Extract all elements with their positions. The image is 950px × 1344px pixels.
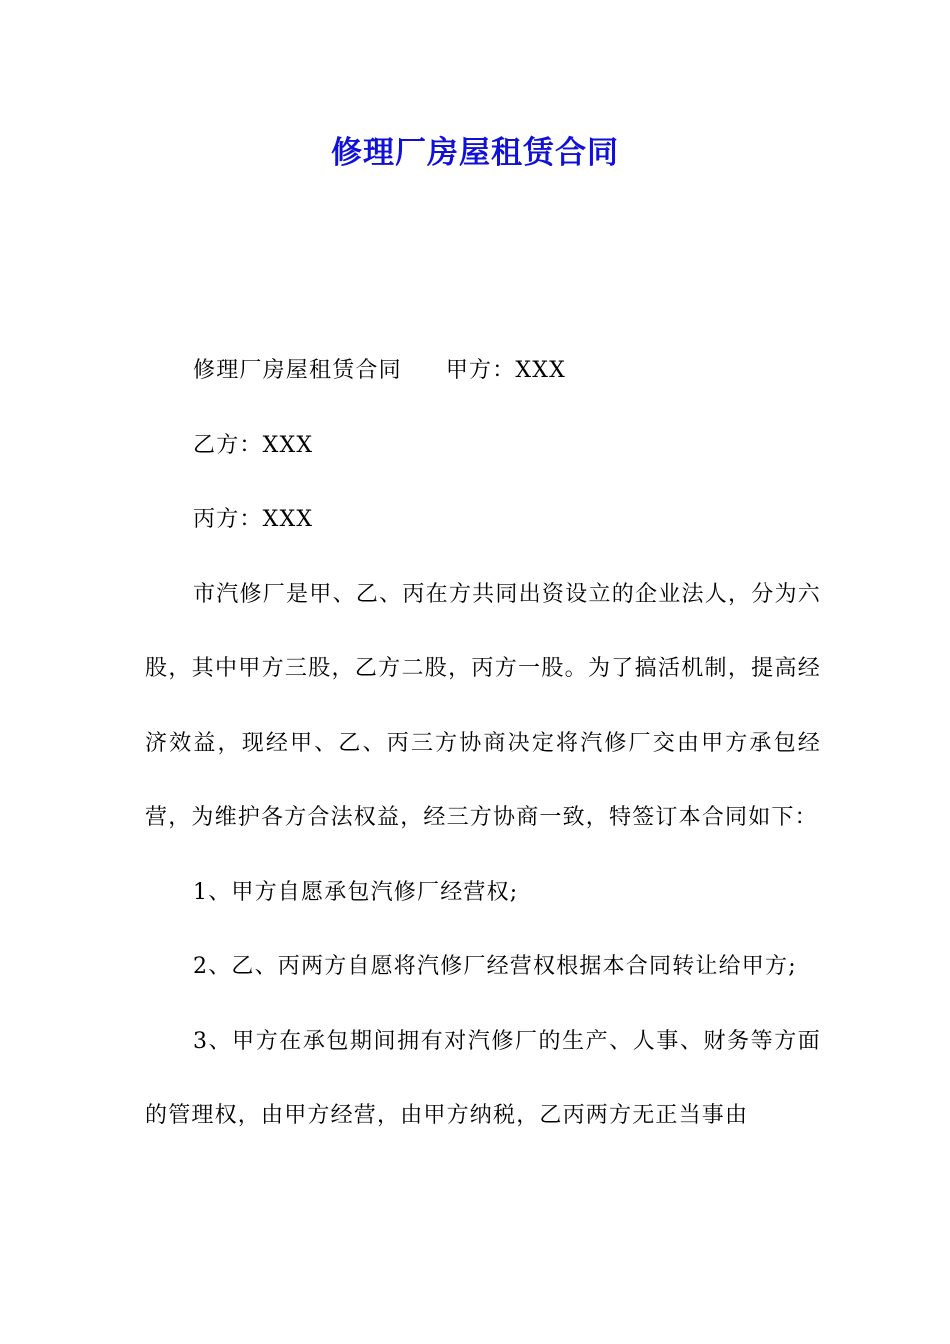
document-body: [145, 334, 821, 1154]
paragraph-clause-1: 1、甲方自愿承包汽修厂经营权;: [193, 879, 519, 905]
contract-subject: 修理厂房屋租赁合同: [193, 358, 402, 383]
paragraph-clause-2: 2、乙、丙两方自愿将汽修厂经营权根据本合同转让给甲方;: [193, 954, 797, 979]
header-line: [145, 334, 821, 409]
party-b-line: 乙方：XXX: [193, 432, 314, 458]
paragraph-clause-3: 3、甲方在承包期间拥有对汽修厂的生产、人事、财务等方面的管理权，由甲方经营，由甲方纳税，乙丙两方无正当事由: [145, 1028, 821, 1128]
party-a-line: 甲方：XXX: [445, 358, 566, 383]
party-c-line: 丙方：XXX: [193, 507, 314, 532]
paragraph-preamble: 市汽修厂是甲、乙、丙在方共同出资设立的企业法人，分为六股，其中甲方三股，乙方二股，丙方一股。为了搞活机制，提高经济效益，现经甲、乙、丙三方协商决定将汽修厂交由甲方承包经营，为维护各方合法权益，经三方协商一致，特签订本合同如下：: [145, 581, 821, 830]
document-title: 修理厂房屋租赁合同: [331, 135, 619, 171]
